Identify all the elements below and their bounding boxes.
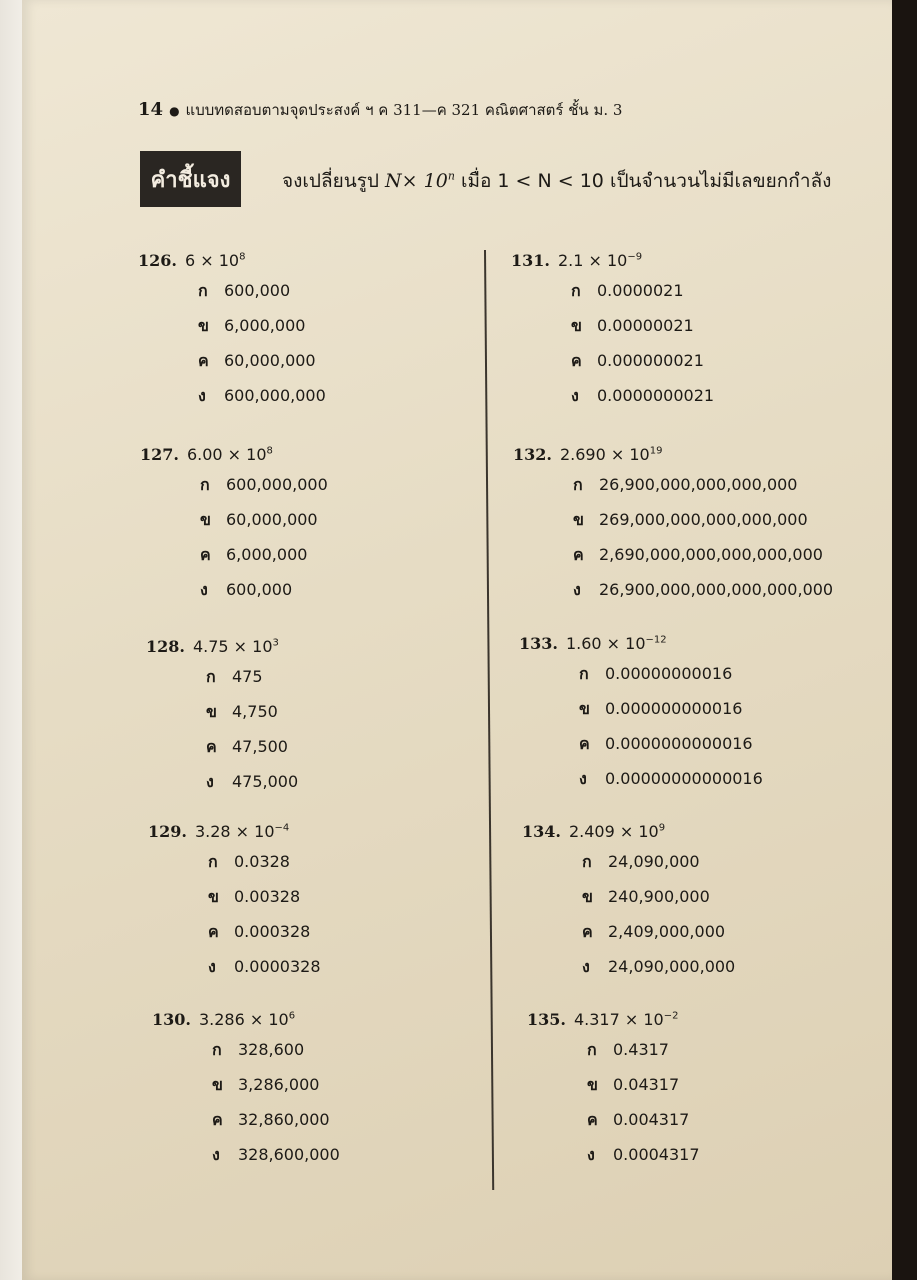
option-c[interactable]: ค 0.000328 bbox=[208, 922, 311, 941]
option-a[interactable]: ก 0.0328 bbox=[208, 852, 290, 871]
question-132 bbox=[513, 445, 833, 613]
option-c[interactable]: ค 47,500 bbox=[206, 737, 288, 756]
question-number: 135. bbox=[527, 1010, 566, 1029]
option-c[interactable]: ค 2,409,000,000 bbox=[582, 922, 726, 941]
question-number: 133. bbox=[519, 634, 558, 653]
option-b[interactable]: ข 4,750 bbox=[206, 702, 278, 721]
question-number: 132. bbox=[513, 445, 552, 464]
question-expression: $2.1 \times 10^{-9}$ bbox=[557, 251, 643, 270]
option-a[interactable]: ก 0.00000000016 bbox=[579, 664, 733, 683]
option-a[interactable]: ก 475 bbox=[206, 667, 263, 686]
option-b[interactable]: ข 6,000,000 bbox=[198, 316, 306, 335]
option-c[interactable]: ค 0.0000000000016 bbox=[579, 734, 753, 753]
option-a[interactable]: ก 600,000,000 bbox=[200, 475, 328, 494]
question-number: 129. bbox=[148, 822, 187, 841]
question-127 bbox=[140, 445, 328, 613]
question-expression: $3.28 \times 10^{-4}$ bbox=[194, 822, 290, 841]
option-b[interactable]: ข 0.04317 bbox=[587, 1075, 680, 1094]
question-expression: $1.60 \times 10^{-12}$ bbox=[565, 634, 667, 653]
option-a[interactable]: ก 0.0000021 bbox=[571, 281, 684, 300]
question-expression: $6 \times 10^8$ bbox=[184, 251, 246, 270]
question-number: 126. bbox=[138, 251, 177, 270]
option-d[interactable]: ง 475,000 bbox=[206, 772, 299, 791]
option-d[interactable]: ง 0.0000000021 bbox=[571, 386, 715, 405]
instruction-prefix: จงเปลี่ยนรูป bbox=[282, 170, 379, 192]
instruction-form bbox=[385, 170, 455, 192]
question-number: 128. bbox=[146, 637, 185, 656]
form-base: N× 10 bbox=[385, 170, 448, 192]
option-a[interactable]: ก 328,600 bbox=[212, 1040, 305, 1059]
option-a[interactable]: ก 0.4317 bbox=[587, 1040, 669, 1059]
option-b[interactable]: ข 0.000000000016 bbox=[579, 699, 743, 718]
instruction-suffix: เป็นจำนวนไม่มีเลขยกกำลัง bbox=[609, 170, 832, 192]
question-number: 130. bbox=[152, 1010, 191, 1029]
option-d[interactable]: ง 600,000 bbox=[200, 580, 293, 599]
question-expression: $4.317 \times 10^{-2}$ bbox=[573, 1010, 679, 1029]
option-c[interactable]: ค 0.004317 bbox=[587, 1110, 690, 1129]
instruction-text bbox=[282, 166, 831, 196]
question-133 bbox=[519, 634, 763, 802]
question-number: 134. bbox=[522, 822, 561, 841]
question-number: 127. bbox=[140, 445, 179, 464]
instruction-badge: คำชี้แจง bbox=[140, 151, 241, 207]
option-b[interactable]: ข 0.00328 bbox=[208, 887, 301, 906]
option-c[interactable]: ค 32,860,000 bbox=[212, 1110, 330, 1129]
option-c[interactable]: ค 60,000,000 bbox=[198, 351, 316, 370]
option-d[interactable]: ง 26,900,000,000,000,000,000 bbox=[573, 580, 834, 599]
form-exponent: n bbox=[447, 169, 455, 183]
option-c[interactable]: ค 0.000000021 bbox=[571, 351, 704, 370]
option-c[interactable]: ค 6,000,000 bbox=[200, 545, 308, 564]
question-expression: $4.75 \times 10^3$ bbox=[192, 637, 279, 656]
bullet-icon: ● bbox=[169, 104, 180, 118]
option-a[interactable]: ก 600,000 bbox=[198, 281, 291, 300]
question-128 bbox=[146, 637, 298, 805]
question-126 bbox=[138, 251, 326, 419]
instruction-condition: เมื่อ 1 < N < 10 bbox=[460, 170, 604, 192]
question-expression: $6.00 \times 10^8$ bbox=[186, 445, 273, 464]
page-header bbox=[138, 98, 622, 122]
question-number: 131. bbox=[511, 251, 550, 270]
question-expression: $3.286 \times 10^6$ bbox=[198, 1010, 296, 1029]
option-b[interactable]: ข 240,900,000 bbox=[582, 887, 710, 906]
header-title: แบบทดสอบตามจุดประสงค์ ฯ ค 311—ค 321 คณิตศาสตร์ ชั้น ม. 3 bbox=[185, 101, 623, 119]
question-134 bbox=[522, 822, 735, 990]
question-expression: $2.409 \times 10^9$ bbox=[568, 822, 666, 841]
question-130 bbox=[152, 1010, 340, 1178]
option-d[interactable]: ง 0.00000000000016 bbox=[579, 769, 763, 788]
question-expression: $2.690 \times 10^{19}$ bbox=[559, 445, 663, 464]
option-a[interactable]: ก 24,090,000 bbox=[582, 852, 700, 871]
option-d[interactable]: ง 0.0004317 bbox=[587, 1145, 700, 1164]
option-b[interactable]: ข 269,000,000,000,000,000 bbox=[573, 510, 808, 529]
option-a[interactable]: ก 26,900,000,000,000,000 bbox=[573, 475, 798, 494]
option-d[interactable]: ง 328,600,000 bbox=[212, 1145, 340, 1164]
option-d[interactable]: ง 24,090,000,000 bbox=[582, 957, 736, 976]
option-d[interactable]: ง 600,000,000 bbox=[198, 386, 326, 405]
question-131 bbox=[511, 251, 714, 419]
option-b[interactable]: ข 3,286,000 bbox=[212, 1075, 320, 1094]
option-b[interactable]: ข 60,000,000 bbox=[200, 510, 318, 529]
question-135 bbox=[527, 1010, 700, 1178]
option-b[interactable]: ข 0.00000021 bbox=[571, 316, 694, 335]
option-d[interactable]: ง 0.0000328 bbox=[208, 957, 321, 976]
page-number: 14 bbox=[138, 99, 164, 120]
option-c[interactable]: ค 2,690,000,000,000,000,000 bbox=[573, 545, 823, 564]
question-129 bbox=[148, 822, 321, 990]
